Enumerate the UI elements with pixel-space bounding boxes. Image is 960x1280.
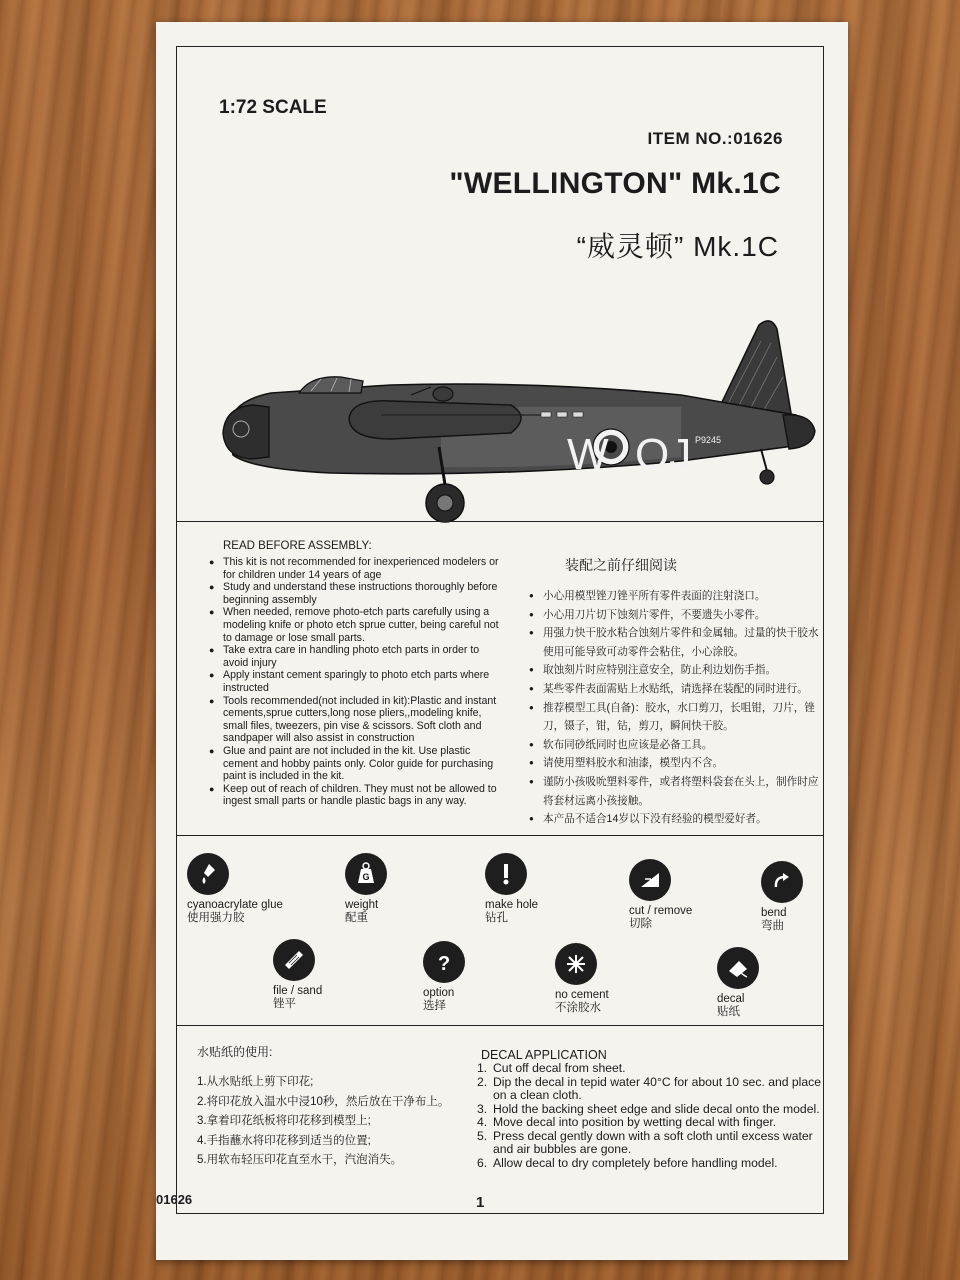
symbol-option (423, 941, 553, 1013)
symbol-make-hole (485, 853, 615, 925)
symbol-label-en: cyanoacrylate glue (187, 899, 283, 911)
list-item: ● 用强力快干胶水粘合蚀刻片零件和金属轴。过量的快干胶水使用可能导致可动零件会粘住，小心涂胶。 (529, 624, 819, 661)
symbol-file-sand (273, 939, 403, 1011)
aircraft-serial: P9245 (695, 435, 722, 445)
read-before-assembly-heading: READ BEFORE ASSEMBLY: (223, 540, 372, 552)
squadron-code-right: OJ (635, 430, 692, 479)
symbol-label-cn: 使用强力胶 (187, 912, 245, 924)
page-number: 1 (476, 1194, 485, 1211)
list-item: ● When needed, remove photo-etch parts carefully using a modeling knife or photo etch sprue cutter, being careful not to damage or lose small parts. (207, 606, 507, 644)
list-item: ● 谨防小孩吸吮塑料零件，或者将塑料袋套在头上，制作时应将套材远离小孩接触。 (529, 773, 819, 810)
symbol-label-en: weight (345, 899, 379, 911)
page-frame (176, 46, 824, 1214)
symbol-label-cn: 贴纸 (717, 1006, 740, 1018)
list-item: ● 推荐模型工具(自备)：胶水，水口剪刀，长咀钳，刀片，锉刀，镊子，钳，钻，剪刀，瞬间快干胶。 (529, 699, 819, 736)
astrodome (433, 387, 453, 401)
symbol-label-cn: 弯曲 (761, 920, 784, 932)
page-title-cn: “威灵顿” Mk.1C (576, 231, 779, 262)
list-item: 1.从水贴纸上剪下印花; (197, 1076, 314, 1088)
aircraft-illustration (211, 297, 821, 527)
question-icon (423, 941, 465, 983)
list-item: ● 本产品不适合14岁以下没有经验的模型爱好者。 (529, 810, 819, 829)
symbol-label-cn: 锉平 (273, 998, 296, 1010)
list-item: ● 取蚀刻片时应特别注意安全，防止利边划伤手指。 (529, 661, 819, 680)
glue-drop-icon (187, 853, 229, 895)
list-item: ● Take extra care in handling photo etch parts in order to avoid injury (207, 644, 507, 669)
decal-steps-cn (197, 1073, 497, 1171)
read-before-assembly-heading-cn: 装配之前仔细阅读 (565, 558, 677, 574)
list-item: ● Apply instant cement sparingly to photo etch parts where instructed (207, 669, 507, 694)
instruction-sheet (156, 22, 848, 1260)
svg-text:?: ? (438, 953, 451, 975)
file-sand-icon (273, 939, 315, 981)
list-item: ● Study and understand these instructions thoroughly before beginning assembly (207, 581, 507, 606)
scale-label: 1:72 SCALE (219, 97, 327, 118)
list-item: 4.手指蘸水将印花移到适当的位置; (197, 1134, 371, 1147)
list-item: 6. Allow decal to dry completely before handling model. (477, 1155, 778, 1170)
symbol-bend (761, 861, 821, 933)
divider-bottom (177, 1025, 823, 1026)
decal-steps-en (477, 1062, 827, 1170)
decal-heading-cn: 水贴纸的使用: (197, 1045, 273, 1059)
symbol-label-en: file / sand (273, 985, 323, 997)
list-item: ● This kit is not recommended for inexperienced modelers or for children under 14 years of age (207, 556, 507, 581)
symbol-label-en: bend (761, 907, 787, 919)
list-item: ● Keep out of reach of children. They must not be allowed to ingest small parts or handle plastic bags in any way. (207, 783, 507, 808)
engine-nacelle (349, 401, 521, 439)
cut-remove-icon (629, 859, 671, 901)
symbol-no-cement (555, 943, 685, 1015)
symbol-label-cn: 不涂胶水 (555, 1002, 601, 1014)
symbol-label-cn: 选择 (423, 1000, 446, 1012)
decal-heading-en: DECAL APPLICATION (481, 1048, 607, 1062)
no-cement-icon (555, 943, 597, 985)
list-item: 5. Press decal gently down with a soft cloth until excess water and air bubbles are gone. (477, 1128, 813, 1156)
symbol-label-cn: 配重 (345, 912, 368, 924)
tail-turret (783, 415, 815, 449)
symbol-label-en: no cement (555, 989, 609, 1001)
decal-icon (717, 947, 759, 989)
symbol-label-cn: 切除 (629, 918, 652, 930)
divider-top (177, 521, 823, 522)
symbol-cut-remove (629, 859, 759, 931)
footer-item-code: 01626 (156, 1192, 193, 1207)
svg-text:G: G (362, 872, 370, 882)
instructions-en-list (207, 556, 507, 808)
list-item: 4. Move decal into position by wetting decal with finger. (477, 1115, 777, 1129)
instructions-cn-list (529, 587, 819, 829)
tail-wheel (760, 470, 774, 484)
list-item: ● Tools recommended(not included in kit):Plastic and instant cements,sprue cutters,long nose pliers,,modeling knife, small files, tweezers, pin vise & scissors. Soft cloth and sandpaper will also assist in construction (207, 695, 507, 745)
list-item: 1. Cut off decal from sheet. (477, 1061, 626, 1075)
list-item: ● 软布同砂纸同时也应该是必备工具。 (529, 736, 819, 755)
item-number: ITEM NO.:01626 (647, 129, 783, 148)
symbol-label-en: cut / remove (629, 905, 693, 917)
bend-arrow-icon (761, 861, 803, 903)
nose-turret (223, 405, 269, 459)
symbol-label-en: option (423, 987, 455, 999)
page-title: "WELLINGTON" Mk.1C (449, 167, 781, 200)
list-item: ● 请使用塑料胶水和油漆，模型内不含。 (529, 754, 819, 773)
list-item: 3.拿着印花纸板将印花移到模型上; (197, 1115, 371, 1127)
weight-icon (345, 853, 387, 895)
symbol-cyanoacrylate-glue (187, 853, 317, 925)
list-item: ● 小心用模型锉刀锉平所有零件表面的注射浇口。 (529, 587, 819, 606)
symbol-label-en: make hole (485, 899, 539, 911)
symbol-label-en: decal (717, 993, 745, 1005)
drill-hole-icon (485, 853, 527, 895)
list-item: 3. Hold the backing sheet edge and slide decal onto the model. (477, 1101, 820, 1116)
symbol-label-cn: 钻孔 (485, 912, 508, 924)
squadron-code-left: W (567, 430, 609, 479)
list-item: ● 小心用刀片切下蚀刻片零件，不要遗失小零件。 (529, 606, 819, 625)
list-item: ● Glue and paint are not included in the kit. Use plastic cement and hobby paints only. Color guide for purchasing paint is included in the kit. (207, 745, 507, 783)
list-item: ● 某些零件表面需贴上水贴纸，请选择在装配的同时进行。 (529, 680, 819, 699)
list-item: 2.将印花放入温水中浸10秒，然后放在干净布上。 (197, 1095, 450, 1108)
list-item: 2. Dip the decal in tepid water 40°C for about 10 sec. and place on a clean cloth. (477, 1074, 822, 1102)
list-item: 5.用软布轻压印花直至水干，汽泡消失。 (197, 1154, 403, 1166)
symbol-weight (345, 853, 475, 925)
symbol-decal (717, 947, 797, 1019)
divider-middle (177, 835, 823, 836)
